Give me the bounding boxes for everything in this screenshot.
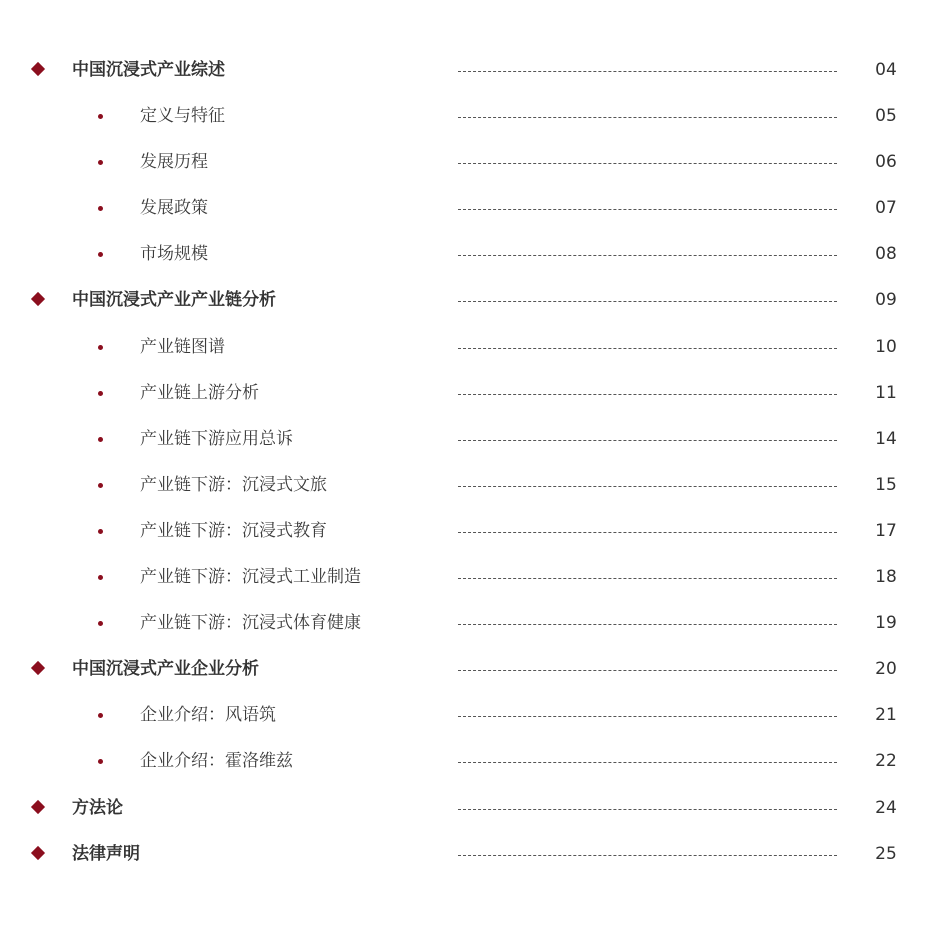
toc-subsection-entry[interactable]: [0, 185, 952, 231]
toc-subsection-entry[interactable]: [0, 370, 952, 416]
toc-subsection-entry[interactable]: [0, 738, 952, 784]
dot-bullet-icon: [98, 437, 103, 442]
dot-bullet-icon: [98, 713, 103, 718]
dotted-leader: [458, 117, 837, 118]
toc-page-number: 09: [875, 290, 897, 311]
dot-bullet-icon: [98, 529, 103, 534]
dotted-leader: [458, 348, 837, 349]
toc-subsection-entry[interactable]: [0, 508, 952, 554]
toc-page-number: 05: [875, 106, 897, 127]
toc-entry-title: 产业链图谱: [140, 336, 225, 357]
toc-entry-title: 企业介绍：风语筑: [140, 705, 276, 726]
dotted-leader: [458, 394, 837, 395]
toc-subsection-entry[interactable]: [0, 692, 952, 738]
toc-subsection-entry[interactable]: [0, 231, 952, 277]
toc-page-number: 10: [875, 336, 897, 357]
dotted-leader: [458, 71, 837, 72]
toc-page-number: 21: [875, 705, 897, 726]
dotted-leader: [458, 532, 837, 533]
toc-entry-title: 中国沉浸式产业产业链分析: [72, 290, 276, 311]
toc-entry-title: 产业链下游：沉浸式文旅: [140, 474, 327, 495]
toc-section-entry[interactable]: [0, 646, 952, 692]
toc-page-number: 11: [875, 382, 897, 403]
toc-page-number: 08: [875, 244, 897, 265]
dotted-leader: [458, 855, 837, 856]
toc-subsection-entry[interactable]: [0, 554, 952, 600]
toc-entry-title: 市场规模: [140, 244, 208, 265]
dotted-leader: [458, 440, 837, 441]
toc-subsection-entry[interactable]: [0, 139, 952, 185]
toc-page-number: 19: [875, 613, 897, 634]
dotted-leader: [458, 670, 837, 671]
dot-bullet-icon: [98, 160, 103, 165]
dot-bullet-icon: [98, 206, 103, 211]
toc-entry-title: 中国沉浸式产业企业分析: [72, 659, 259, 680]
toc-page-number: 07: [875, 198, 897, 219]
dotted-leader: [458, 809, 837, 810]
toc-section-entry[interactable]: [0, 831, 952, 877]
toc-page-number: 06: [875, 152, 897, 173]
toc-entry-title: 产业链下游应用总诉: [140, 428, 293, 449]
toc-section-entry[interactable]: [0, 47, 952, 93]
dot-bullet-icon: [98, 621, 103, 626]
dot-bullet-icon: [98, 759, 103, 764]
toc-page-number: 14: [875, 428, 897, 449]
toc-subsection-entry[interactable]: [0, 93, 952, 139]
dotted-leader: [458, 255, 837, 256]
dotted-leader: [458, 578, 837, 579]
toc-page-number: 22: [875, 751, 897, 772]
toc-subsection-entry[interactable]: [0, 600, 952, 646]
toc-section-entry[interactable]: [0, 785, 952, 831]
dot-bullet-icon: [98, 114, 103, 119]
dotted-leader: [458, 624, 837, 625]
toc-page-number: 20: [875, 659, 897, 680]
dotted-leader: [458, 209, 837, 210]
toc-page-number: 04: [875, 60, 897, 80]
dot-bullet-icon: [98, 252, 103, 257]
dotted-leader: [458, 716, 837, 717]
toc-page-number: 15: [875, 474, 897, 495]
dot-bullet-icon: [98, 391, 103, 396]
toc-entry-title: 产业链上游分析: [140, 382, 259, 403]
toc-entry-title: 定义与特征: [140, 106, 225, 127]
dotted-leader: [458, 762, 837, 763]
toc-entry-title: 产业链下游：沉浸式教育: [140, 520, 327, 541]
toc-entry-title: 产业链下游：沉浸式体育健康: [140, 613, 361, 634]
toc-page-number: 18: [875, 567, 897, 588]
toc-page-number: 17: [875, 520, 897, 541]
toc-entry-title: 法律声明: [72, 843, 140, 864]
toc-page-number: 24: [875, 797, 897, 818]
dot-bullet-icon: [98, 575, 103, 580]
diamond-bullet-icon: [31, 292, 45, 306]
dotted-leader: [458, 163, 837, 164]
dot-bullet-icon: [98, 483, 103, 488]
dotted-leader: [458, 301, 837, 302]
toc-entry-title: 企业介绍：霍洛维兹: [140, 751, 293, 772]
toc-subsection-entry[interactable]: [0, 416, 952, 462]
toc-subsection-entry[interactable]: [0, 324, 952, 370]
dotted-leader: [458, 486, 837, 487]
toc-subsection-entry[interactable]: [0, 462, 952, 508]
diamond-bullet-icon: [31, 799, 45, 813]
toc-entry-title: 产业链下游：沉浸式工业制造: [140, 567, 361, 588]
toc-entry-title: 方法论: [72, 797, 123, 818]
toc-entry-title: 中国沉浸式产业综述: [72, 60, 225, 80]
toc-page-number: 25: [875, 843, 897, 864]
toc-section-entry[interactable]: [0, 277, 952, 323]
diamond-bullet-icon: [31, 62, 45, 76]
dot-bullet-icon: [98, 345, 103, 350]
toc-entry-title: 发展历程: [140, 152, 208, 173]
table-of-contents: [0, 47, 952, 877]
diamond-bullet-icon: [31, 846, 45, 860]
toc-entry-title: 发展政策: [140, 198, 208, 219]
diamond-bullet-icon: [31, 661, 45, 675]
